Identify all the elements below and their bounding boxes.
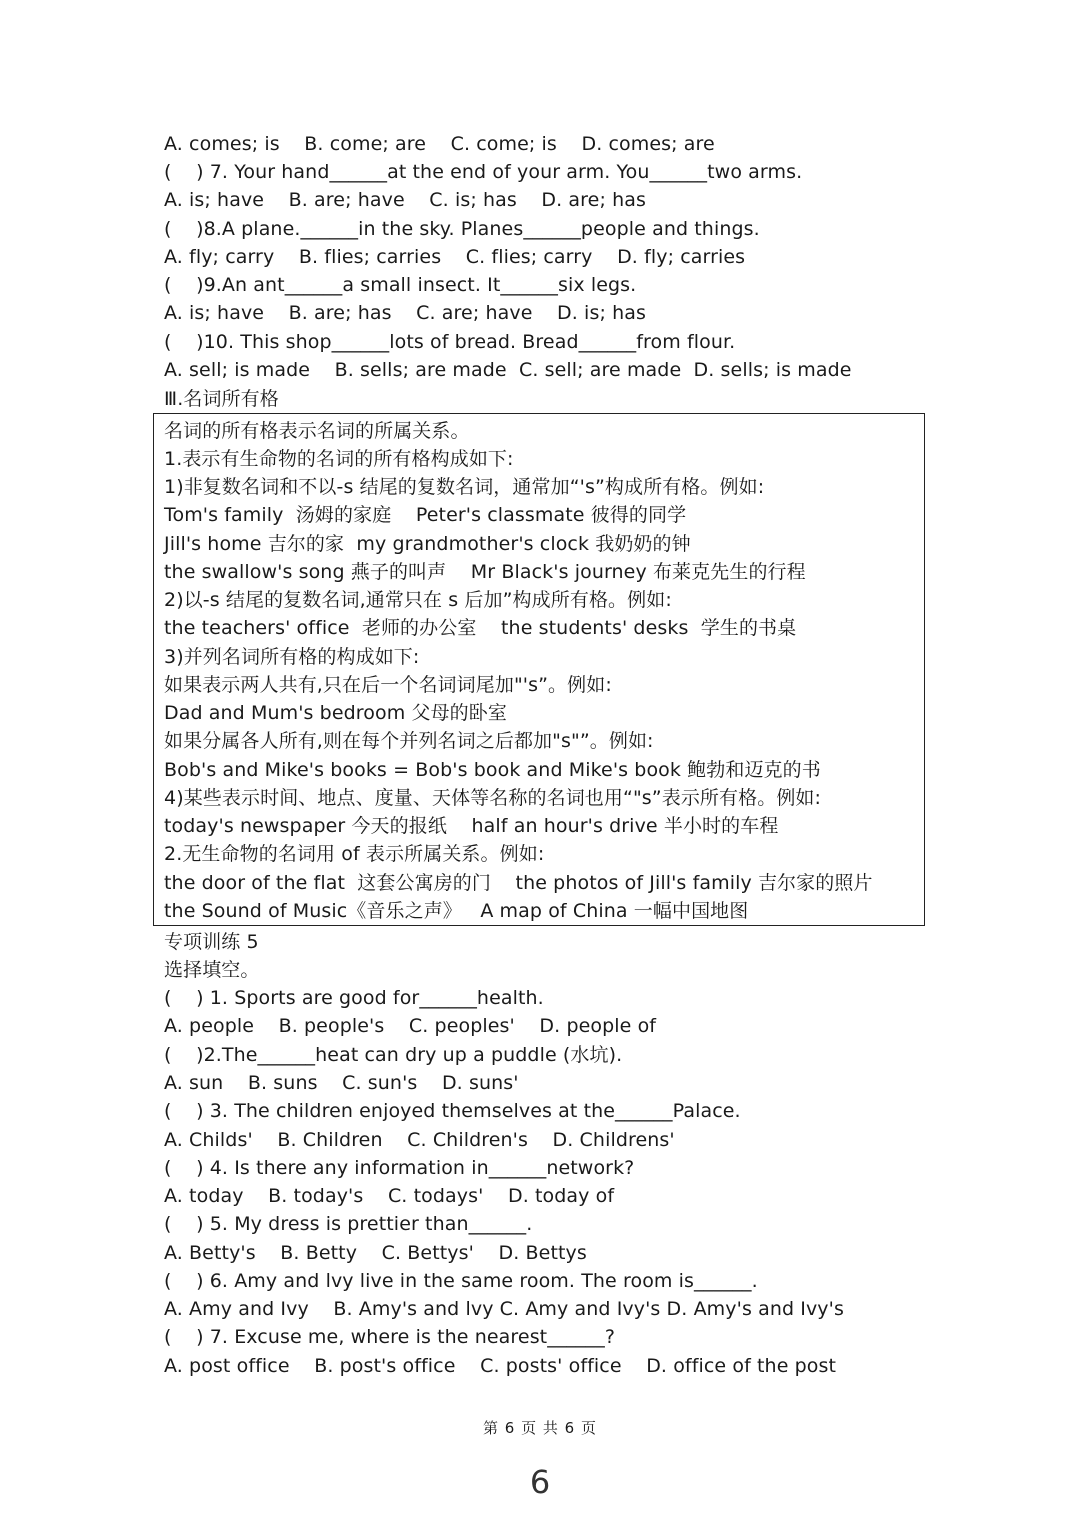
- question-8: ( )8.A plane.______in the sky. Planes______people and things.: [164, 218, 760, 240]
- exercise-options-1: A. people B. people's C. peoples' D. people of: [164, 1015, 657, 1037]
- box-line: Tom's family 汤姆的家庭 Peter's classmate 彼得的同学: [164, 504, 687, 526]
- box-line: the teachers' office 老师的办公室 the students' desks 学生的书桌: [164, 617, 797, 639]
- answer-options-10: A. sell; is made B. sells; are made C. sell; are made D. sells; is made: [164, 359, 852, 381]
- answer-options-6: A. comes; is B. come; are C. come; is D. comes; are: [164, 133, 715, 155]
- box-line: Dad and Mum's bedroom 父母的卧室: [164, 702, 507, 724]
- exercise-question-1: ( ) 1. Sports are good for______health.: [164, 987, 544, 1009]
- exercise-title: 专项训练 5: [164, 931, 259, 953]
- box-line: the swallow's song 燕子的叫声 Mr Black's journey 布莱克先生的行程: [164, 561, 806, 583]
- answer-options-8: A. fly; carry B. flies; carries C. flies; carry D. fly; carries: [164, 246, 746, 268]
- box-line: 4)某些表示时间、地点、度量、天体等名称的名词也用“"s”表示所有格。例如:: [164, 787, 822, 809]
- exercise-instruction: 选择填空。: [164, 959, 260, 981]
- exercise-options-5: A. Betty's B. Betty C. Bettys' D. Bettys: [164, 1242, 587, 1264]
- box-line: 名词的所有格表示名词的所属关系。: [164, 420, 470, 442]
- question-9: ( )9.An ant______a small insect. It______six legs.: [164, 274, 637, 296]
- exercise-options-4: A. today B. today's C. todays' D. today of: [164, 1185, 615, 1207]
- box-line: Bob's and Mike's books = Bob's book and Mike's book 鲍勃和迈克的书: [164, 759, 821, 781]
- exercise-options-3: A. Childs' B. Children C. Children's D. Childrens': [164, 1129, 675, 1151]
- box-line: 3)并列名词所有格的构成如下:: [164, 646, 420, 668]
- exercise-question-2: ( )2.The______heat can dry up a puddle (水坑).: [164, 1044, 623, 1066]
- exercise-question-3: ( ) 3. The children enjoyed themselves at the______Palace.: [164, 1100, 741, 1122]
- exercise-question-5: ( ) 5. My dress is prettier than______.: [164, 1213, 533, 1235]
- exercise-options-6: A. Amy and Ivy B. Amy's and lvy C. Amy and Ivy's D. Amy's and Ivy's: [164, 1298, 844, 1320]
- exercise-options-7: A. post office B. post's office C. posts' office D. office of the post: [164, 1355, 837, 1377]
- page-footer: 第 6 页 共 6 页: [483, 1419, 597, 1437]
- question-10: ( )10. This shop______lots of bread. Bread______from flour.: [164, 331, 736, 353]
- box-line: Jill's home 吉尔的家 my grandmother's clock 我奶奶的钟: [164, 533, 691, 555]
- exercise-options-2: A. sun B. suns C. sun's D. suns': [164, 1072, 519, 1094]
- box-line: 2)以-s 结尾的复数名词,通常只在 s 后加”构成所有格。例如:: [164, 589, 672, 611]
- box-line: 如果分属各人所有,则在每个并列名词之后都加"s"”。例如:: [164, 730, 654, 752]
- box-line: 1.表示有生命物的名词的所有格构成如下:: [164, 448, 514, 470]
- exercise-question-7: ( ) 7. Excuse me, where is the nearest______?: [164, 1326, 616, 1348]
- box-line: the door of the flat 这套公寓房的门 the photos of Jill's family 吉尔家的照片: [164, 872, 873, 894]
- answer-options-7: A. is; have B. are; have C. is; has D. are; has: [164, 189, 646, 211]
- exercise-question-4: ( ) 4. Is there any information in______network?: [164, 1157, 635, 1179]
- box-line: 如果表示两人共有,只在后一个名词词尾加"'s”。例如:: [164, 674, 612, 696]
- page-number: 6: [529, 1463, 551, 1501]
- section-heading: Ⅲ.名词所有格: [164, 388, 279, 410]
- box-line: the Sound of Music《音乐之声》 A map of China 一幅中国地图: [164, 900, 749, 922]
- box-line: 1)非复数名词和不以-s 结尾的复数名词，通常加“'s”构成所有格。例如:: [164, 476, 765, 498]
- question-7: ( ) 7. Your hand______at the end of your arm. You______two arms.: [164, 161, 803, 183]
- exercise-question-6: ( ) 6. Amy and lvy live in the same room. The room is______.: [164, 1270, 758, 1292]
- box-line: 2.无生命物的名词用 of 表示所属关系。例如:: [164, 843, 545, 865]
- answer-options-9: A. is; have B. are; has C. are; have D. is; has: [164, 302, 646, 324]
- box-line: today's newspaper 今天的报纸 half an hour's drive 半小时的车程: [164, 815, 779, 837]
